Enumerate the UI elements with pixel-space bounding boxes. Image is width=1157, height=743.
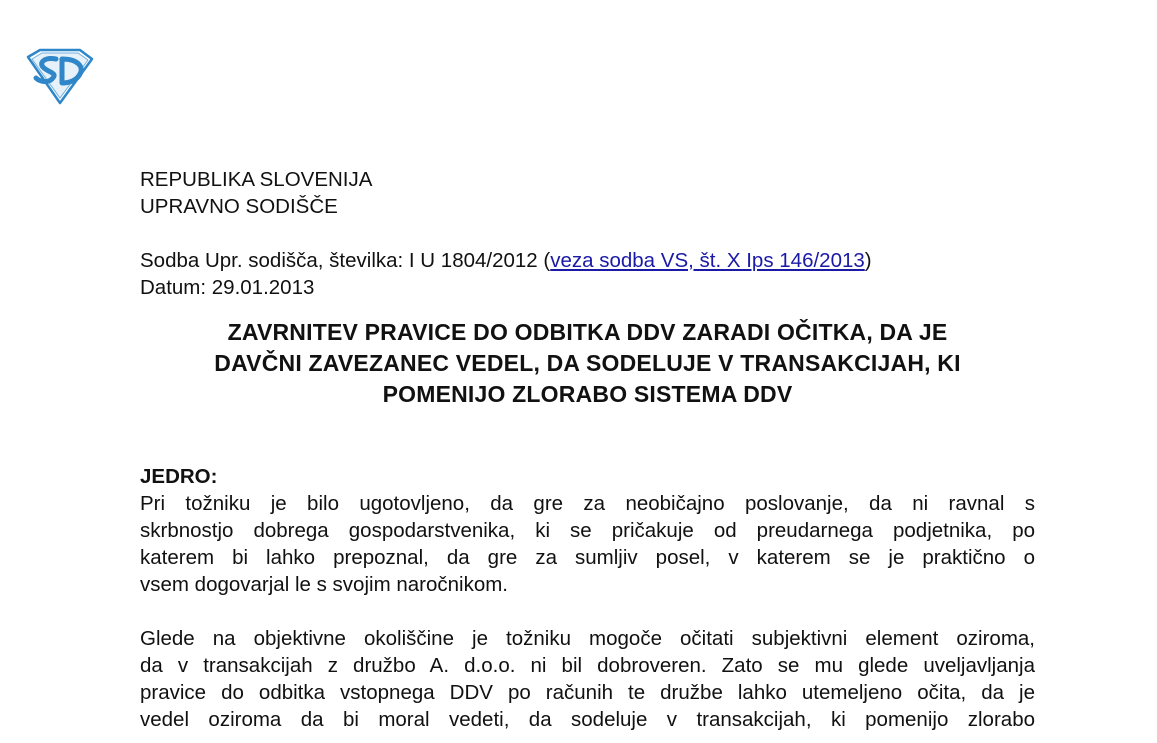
title-line: POMENIJO ZLORABO SISTEMA DDV [382, 381, 793, 407]
court-name: UPRAVNO SODIŠČE [140, 195, 338, 218]
paragraph-line: da v transakcijah z družbo A. d.o.o. ni bil dobroveren. Zato se mu glede uveljavljanja [140, 654, 1035, 677]
title-line: DAVČNI ZAVEZANEC VEDEL, DA SODELUJE V TRANSAKCIJAH, KI [214, 350, 961, 376]
paragraph-line: katerem bi lahko prepoznal, da gre za sumljiv posel, v katerem se je praktično o [140, 546, 1035, 569]
paragraph-line: vedel oziroma da bi moral vedeti, da sodeluje v transakcijah, ki pomenijo zlorabo [140, 708, 1035, 731]
paragraph-line: vsem dogovarjal le s svojim naročnikom. [140, 573, 508, 596]
judgment-date: Datum: 29.01.2013 [140, 276, 315, 299]
document-body [140, 166, 1035, 733]
jedro-paragraph-2 [140, 625, 1035, 733]
paragraph-line: Pri tožniku je bilo ugotovljeno, da gre za neobičajno poslovanje, da ni ravnal s [140, 492, 1035, 515]
court-logo-icon [22, 47, 96, 105]
title-line: ZAVRNITEV PRAVICE DO ODBITKA DDV ZARADI OČITKA, DA JE [227, 319, 948, 345]
case-reference-text: Sodba Upr. sodišča, številka: I U 1804/2012 ( [140, 249, 551, 272]
related-judgment-link[interactable]: veza sodba VS, št. X Ips 146/2013 [550, 249, 865, 272]
paragraph-line: pravice do odbitka vstopnega DDV po računih te družbe lahko utemeljeno očita, da je [140, 681, 1035, 704]
jedro-heading: JEDRO: [140, 465, 218, 488]
paragraph-line: Glede na objektivne okoliščine je tožniku mogoče očitati subjektivni element oziroma, [140, 627, 1035, 650]
jedro-paragraph-1 [140, 490, 1035, 598]
paragraph-line: skrbnostjo dobrega gospodarstvenika, ki se pričakuje od preudarnega podjetnika, po [140, 519, 1035, 542]
court-country: REPUBLIKA SLOVENIJA [140, 168, 373, 191]
case-reference [140, 247, 1035, 274]
case-reference-close: ) [864, 249, 872, 272]
document-title [140, 317, 1035, 410]
